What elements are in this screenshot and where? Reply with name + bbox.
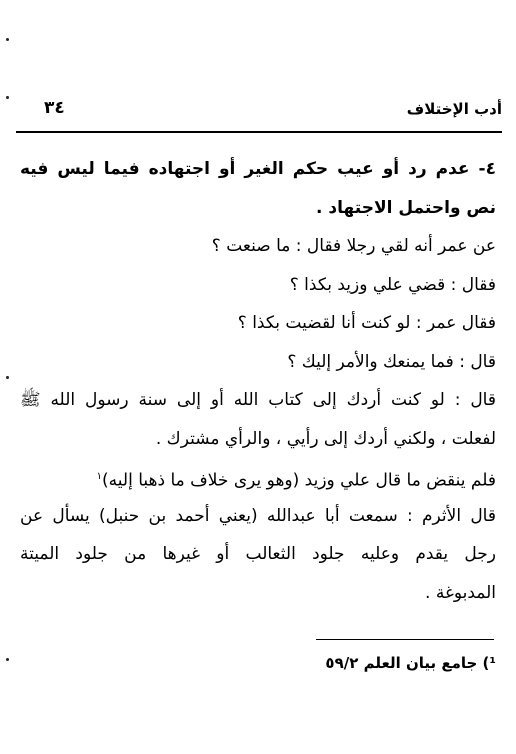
section-heading-line-2: نص واحتمل الاجتهاد . <box>316 197 496 218</box>
scan-speck <box>6 658 9 661</box>
paragraph-line: لفعلت ، ولكني أردك إلى رأيي ، والرأي مشترك . <box>155 428 496 449</box>
paragraph-line: فقال : قضي علي وزيد بكذا ؟ <box>289 274 496 295</box>
paragraph-line: قال : فما يمنعك والأمر إليك ؟ <box>287 351 496 372</box>
paragraph-line: عن عمر أنه لقي رجلا فقال : ما صنعت ؟ <box>211 236 496 256</box>
footnote-divider <box>316 639 494 640</box>
paragraph-line-text: فلم ينقض ما قال علي وزيد (وهو يرى خلاف ما ذهبا إليه) <box>102 470 496 491</box>
header-divider <box>16 131 502 133</box>
paragraph-line: المدبوغة . <box>425 582 496 603</box>
footnote: ¹) جامع بيان العلم ٥٩/٢ <box>325 654 496 672</box>
page-number: ٣٤ <box>44 98 65 118</box>
section-heading-line-1: ٤- عدم رد أو عيب حكم الغير أو اجتهاده فيما ليس فيه <box>20 159 496 179</box>
footnote-marker: ١ <box>96 471 103 482</box>
paragraph-line: قال الأثرم : سمعت أبا عبدالله (يعني أحمد بن حنبل) يسأل عن <box>20 505 496 526</box>
scan-speck <box>6 96 9 99</box>
paragraph-line: قال : لو كنت أردك إلى كتاب الله أو إلى سنة رسول الله ﷺ <box>20 390 496 410</box>
paragraph-line: رجل يقدم وعليه جلود الثعالب أو غيرها من جلود الميتة <box>20 544 496 564</box>
paragraph-line-with-footnote <box>20 458 496 497</box>
main-text <box>20 150 496 612</box>
running-title: أدب الإختلاف <box>406 100 502 118</box>
page-header <box>16 96 502 128</box>
scan-speck <box>6 38 9 41</box>
paragraph-line: فقال عمر : لو كنت أنا لقضيت بكذا ؟ <box>237 313 496 333</box>
scan-speck <box>6 376 9 379</box>
